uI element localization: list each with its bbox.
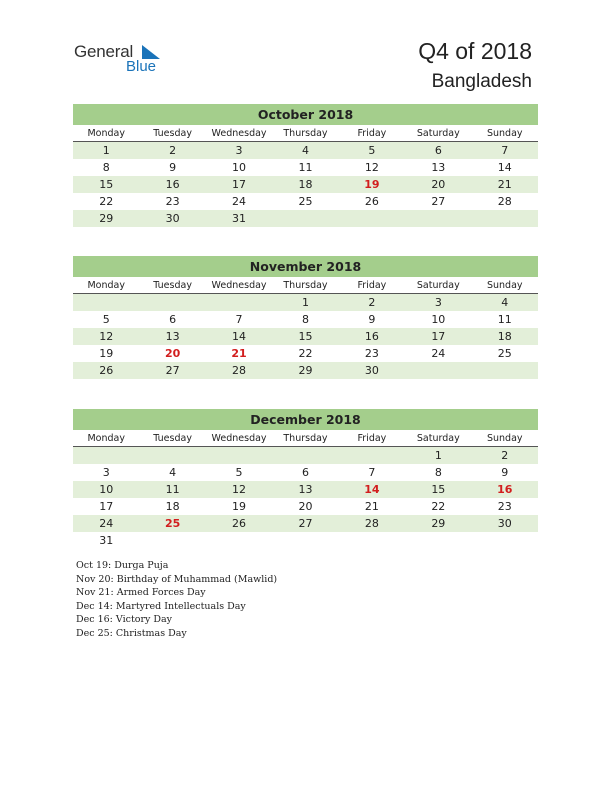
week-row — [73, 532, 538, 549]
day-cell: 27 — [298, 517, 313, 530]
week-row — [73, 464, 538, 481]
week-row — [73, 142, 538, 159]
week-row — [73, 345, 538, 362]
day-cell: 19 — [99, 347, 114, 360]
day-cell — [472, 210, 538, 227]
day-cell: 17 — [99, 500, 114, 513]
month-title: November 2018 — [73, 256, 538, 277]
day-cell: 4 — [169, 466, 177, 479]
day-cell: 1 — [301, 296, 309, 309]
day-cell: 23 — [165, 195, 180, 208]
day-cell — [272, 210, 338, 227]
country-name: Bangladesh — [431, 71, 532, 92]
day-cell: 2 — [169, 144, 177, 157]
day-cell: 22 — [99, 195, 114, 208]
day-cell — [339, 447, 405, 464]
week-row — [73, 515, 538, 532]
day-cell: 10 — [431, 313, 446, 326]
day-cell: 15 — [298, 330, 313, 343]
weekday-header-row — [73, 430, 538, 447]
day-cell: 10 — [232, 161, 247, 174]
day-cell: 14 — [497, 161, 512, 174]
day-cell: 3 — [235, 144, 243, 157]
day-cell: 24 — [431, 347, 446, 360]
week-row — [73, 311, 538, 328]
day-cell: 30 — [165, 212, 180, 225]
day-cell — [139, 294, 205, 311]
day-cell: 3 — [434, 296, 442, 309]
day-cell: 20 — [431, 178, 446, 191]
weekday-header-row — [73, 125, 538, 142]
day-cell: 22 — [298, 347, 313, 360]
day-cell: 16 — [364, 330, 379, 343]
day-cell: 19 — [232, 500, 247, 513]
day-cell: 17 — [232, 178, 247, 191]
week-row — [73, 294, 538, 311]
weekday-label: Thursday — [283, 280, 328, 291]
day-cell: 21 — [364, 500, 379, 513]
day-cell: 18 — [497, 330, 512, 343]
day-cell: 30 — [364, 364, 379, 377]
weekday-label: Wednesday — [211, 433, 267, 444]
day-cell — [339, 532, 405, 549]
day-cell: 11 — [497, 313, 512, 326]
weekday-label: Wednesday — [211, 128, 267, 139]
week-row — [73, 447, 538, 464]
day-cell — [139, 447, 205, 464]
day-cell — [272, 532, 338, 549]
day-cell: 7 — [368, 466, 376, 479]
holiday-day-cell: 19 — [364, 178, 380, 191]
day-cell: 28 — [232, 364, 247, 377]
holiday-note: Nov 20: Birthday of Muhammad (Mawlid) — [76, 573, 278, 585]
day-cell: 12 — [364, 161, 379, 174]
logo-text-blue: Blue — [126, 58, 157, 75]
day-cell: 27 — [431, 195, 446, 208]
day-cell: 16 — [165, 178, 180, 191]
weekday-label: Saturday — [416, 128, 460, 139]
week-row — [73, 159, 538, 176]
day-cell: 10 — [99, 483, 114, 496]
week-row — [73, 362, 538, 379]
day-cell: 7 — [501, 144, 509, 157]
month-title: October 2018 — [73, 104, 538, 125]
day-cell: 13 — [298, 483, 313, 496]
weekday-label: Monday — [87, 280, 125, 291]
weekday-label: Tuesday — [153, 433, 192, 444]
day-cell: 1 — [102, 144, 110, 157]
weekday-header-row — [73, 277, 538, 294]
holiday-note: Dec 16: Victory Day — [76, 614, 173, 625]
day-cell: 18 — [298, 178, 313, 191]
week-row — [73, 210, 538, 227]
day-cell: 25 — [497, 347, 512, 360]
holiday-day-cell: 16 — [497, 483, 513, 496]
weekday-label: Saturday — [416, 433, 460, 444]
day-cell — [272, 447, 338, 464]
day-cell: 6 — [434, 144, 442, 157]
day-cell: 14 — [232, 330, 247, 343]
day-cell: 26 — [232, 517, 247, 530]
day-cell — [206, 447, 272, 464]
day-cell: 2 — [368, 296, 376, 309]
day-cell — [472, 532, 538, 549]
week-row — [73, 498, 538, 515]
holiday-day-cell: 25 — [164, 517, 181, 530]
calendar-november — [73, 256, 538, 379]
day-cell: 29 — [298, 364, 313, 377]
day-cell — [73, 447, 139, 464]
day-cell: 2 — [501, 449, 509, 462]
holiday-note: Dec 14: Martyred Intellectuals Day — [76, 600, 246, 612]
day-cell: 1 — [434, 449, 442, 462]
day-cell: 20 — [298, 500, 313, 513]
day-cell: 5 — [368, 144, 376, 157]
weekday-label: Tuesday — [153, 128, 192, 139]
day-cell: 7 — [235, 313, 243, 326]
weekday-label: Friday — [357, 128, 387, 139]
day-cell: 11 — [165, 483, 180, 496]
day-cell — [405, 532, 471, 549]
day-cell: 6 — [301, 466, 309, 479]
day-cell: 5 — [102, 313, 110, 326]
day-cell: 27 — [165, 364, 180, 377]
day-cell: 9 — [169, 161, 177, 174]
day-cell: 6 — [169, 313, 177, 326]
day-cell — [206, 294, 272, 311]
weekday-label: Saturday — [416, 280, 460, 291]
weekday-label: Tuesday — [153, 280, 192, 291]
calendar-december — [73, 409, 538, 549]
day-cell: 8 — [102, 161, 110, 174]
day-cell: 12 — [99, 330, 114, 343]
weekday-label: Sunday — [486, 280, 523, 291]
holiday-day-cell: 14 — [364, 483, 380, 496]
day-cell: 28 — [364, 517, 379, 530]
day-cell: 8 — [434, 466, 442, 479]
day-cell: 24 — [232, 195, 247, 208]
day-cell: 28 — [497, 195, 512, 208]
day-cell: 22 — [431, 500, 446, 513]
day-cell: 15 — [431, 483, 446, 496]
day-cell: 25 — [298, 195, 313, 208]
day-cell: 4 — [501, 296, 509, 309]
week-row — [73, 193, 538, 210]
holiday-day-cell: 20 — [164, 347, 181, 360]
weekday-label: Sunday — [486, 128, 523, 139]
week-row — [73, 176, 538, 193]
week-row — [73, 481, 538, 498]
day-cell: 18 — [165, 500, 180, 513]
page-title: Q4 of 2018 — [418, 38, 532, 64]
holiday-note: Nov 21: Armed Forces Day — [76, 587, 206, 598]
day-cell: 26 — [99, 364, 114, 377]
day-cell: 4 — [301, 144, 309, 157]
day-cell: 31 — [232, 212, 247, 225]
weekday-label: Monday — [87, 128, 125, 139]
day-cell: 17 — [431, 330, 446, 343]
weekday-label: Sunday — [486, 433, 523, 444]
day-cell: 5 — [235, 466, 243, 479]
day-cell: 15 — [99, 178, 114, 191]
day-cell — [139, 532, 205, 549]
holiday-day-cell: 21 — [231, 347, 247, 360]
day-cell: 9 — [368, 313, 376, 326]
day-cell: 29 — [99, 212, 114, 225]
day-cell — [206, 532, 272, 549]
generalblue-logo — [74, 42, 174, 78]
day-cell: 11 — [298, 161, 313, 174]
weekday-label: Thursday — [283, 433, 328, 444]
day-cell: 12 — [232, 483, 247, 496]
day-cell: 23 — [497, 500, 512, 513]
day-cell — [339, 210, 405, 227]
holiday-note: Dec 25: Christmas Day — [76, 627, 187, 639]
day-cell: 3 — [102, 466, 110, 479]
day-cell: 21 — [497, 178, 512, 191]
day-cell: 8 — [301, 313, 309, 326]
day-cell — [405, 362, 471, 379]
holiday-notes — [76, 559, 277, 640]
day-cell — [472, 362, 538, 379]
day-cell — [405, 210, 471, 227]
day-cell: 26 — [364, 195, 379, 208]
day-cell: 29 — [431, 517, 446, 530]
week-row — [73, 328, 538, 345]
calendar-october — [73, 104, 538, 227]
holiday-note: Oct 19: Durga Puja — [76, 560, 169, 571]
day-cell: 23 — [364, 347, 379, 360]
weekday-label: Monday — [87, 433, 125, 444]
weekday-label: Friday — [357, 433, 387, 444]
day-cell: 24 — [99, 517, 114, 530]
day-cell — [73, 294, 139, 311]
month-title: December 2018 — [73, 409, 538, 430]
weekday-label: Thursday — [283, 128, 328, 139]
day-cell: 13 — [165, 330, 180, 343]
weekday-label: Wednesday — [211, 280, 267, 291]
day-cell: 9 — [501, 466, 509, 479]
day-cell: 30 — [497, 517, 512, 530]
day-cell: 13 — [431, 161, 446, 174]
logo-text-general: General — [74, 42, 134, 61]
weekday-label: Friday — [357, 280, 387, 291]
day-cell: 31 — [99, 534, 114, 547]
